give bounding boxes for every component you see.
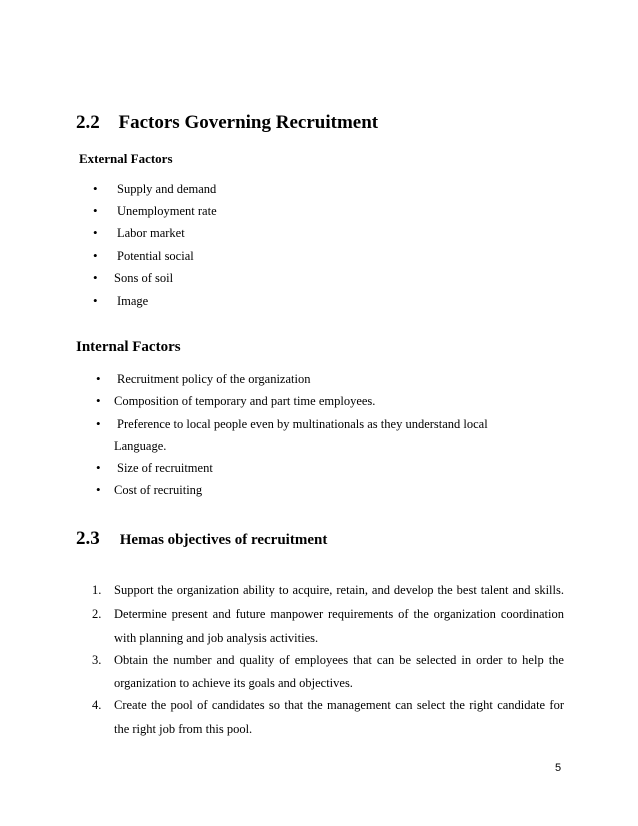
bullet-icon: • (96, 416, 101, 431)
external-factors-heading: External Factors (79, 151, 173, 166)
list-number: 2. (92, 607, 102, 621)
list-item: Size of recruitment (117, 461, 213, 475)
bullet-icon: • (96, 482, 101, 497)
page-number: 5 (555, 762, 562, 774)
section-title: Factors Governing Recruitment (118, 112, 379, 133)
internal-factors-heading: Internal Factors (76, 339, 181, 355)
list-item: Composition of temporary and part time employees. (114, 394, 376, 408)
section-2-3-heading (76, 528, 327, 550)
bullet-icon: • (93, 203, 98, 218)
list-item: Create the pool of candidates so that the management can select the right candidate for (114, 698, 564, 712)
list-item: Labor market (117, 226, 185, 240)
list-item: Cost of recruiting (114, 483, 203, 497)
list-item-continuation: Language. (114, 439, 167, 453)
list-number: 3. (92, 653, 102, 667)
list-item-continuation: with planning and job analysis activities. (114, 631, 319, 645)
list-item: Recruitment policy of the organization (117, 372, 311, 386)
section-number: 2.3 (76, 528, 100, 549)
list-number: 4. (92, 698, 102, 712)
bullet-icon: • (96, 393, 101, 408)
section-2-2-heading (76, 112, 378, 134)
list-item: Determine present and future manpower requirements of the organization coordination (114, 607, 564, 621)
list-item: Preference to local people even by multinationals as they understand local (117, 417, 488, 431)
section-number: 2.2 (76, 112, 100, 133)
list-item-continuation: organization to achieve its goals and objectives. (114, 676, 353, 690)
bullet-icon: • (93, 293, 98, 308)
bullet-icon: • (93, 270, 98, 285)
bullet-icon: • (93, 248, 98, 263)
list-number: 1. (92, 583, 102, 597)
list-item: Unemployment rate (117, 204, 217, 218)
list-item: Image (117, 294, 149, 308)
list-item: Potential social (117, 249, 194, 263)
list-item: Support the organization ability to acquire, retain, and develop the best talent and skills. (114, 583, 564, 597)
list-item: Obtain the number and quality of employees that can be selected in order to help the (114, 653, 564, 667)
list-item-continuation: the right job from this pool. (114, 722, 253, 736)
list-item: Sons of soil (114, 271, 174, 285)
list-item: Supply and demand (117, 182, 217, 196)
bullet-icon: • (93, 225, 98, 240)
section-title: Hemas objectives of recruitment (119, 532, 328, 548)
bullet-icon: • (96, 371, 101, 386)
bullet-icon: • (93, 181, 98, 196)
bullet-icon: • (96, 460, 101, 475)
